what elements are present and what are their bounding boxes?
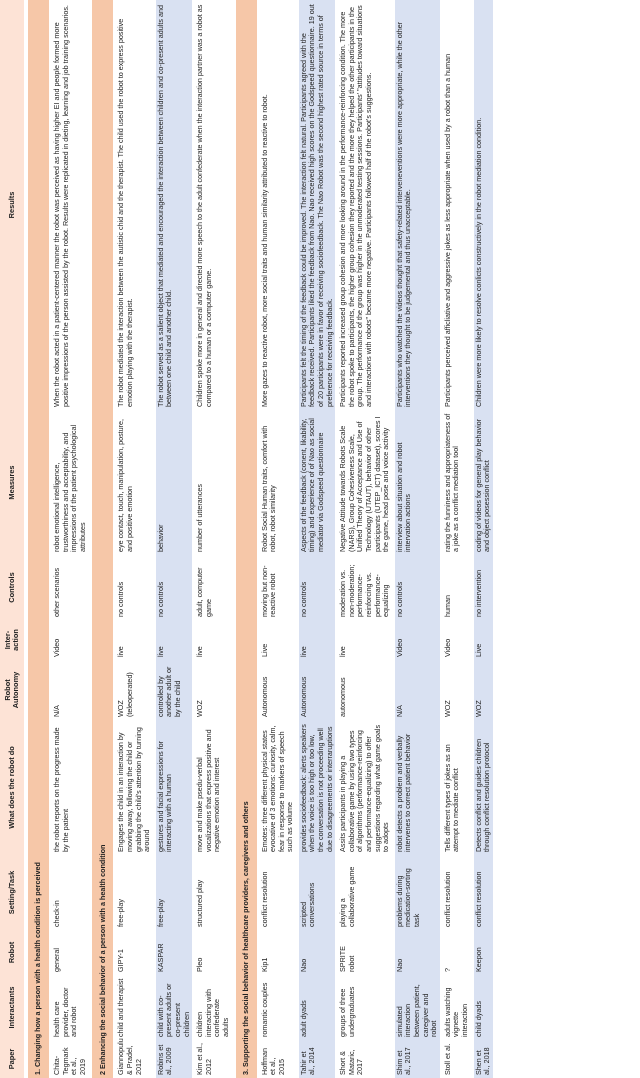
header-paper: Paper <box>0 1040 26 1078</box>
cell-what: gestures and facial expressions for interacting with a human <box>154 720 193 855</box>
cell-measures: Robot Social Human traits, comfort with robot, robot similarity <box>258 410 297 555</box>
cell-controls: no intervention <box>472 555 493 620</box>
header-results: Results <box>0 0 26 410</box>
cell-robot: KASPAR <box>154 930 193 975</box>
section-header-row <box>90 0 115 1078</box>
header-interaction: Inter-action <box>0 620 26 660</box>
cell-interaction: live <box>337 620 394 660</box>
cell-interaction: live <box>297 620 336 660</box>
cell-autonomy: WOZ <box>472 660 493 720</box>
cell-interactants: child with co-present adults or co-present children <box>154 975 193 1040</box>
cell-setting: structured play <box>194 855 234 930</box>
cell-paper: Hoffman et al., 2015 <box>258 1040 297 1078</box>
cell-robot: Pleo <box>194 930 234 975</box>
cell-measures: number of utterances <box>194 410 234 555</box>
cell-setting: free-play <box>115 855 154 930</box>
cell-interaction: live <box>194 620 234 660</box>
cell-results: Participants who watched the videos thought that safety-related interveneventions were more appropriate, while the other interventions they thought to be judgemental and thus unacceptable. <box>393 0 441 410</box>
header-interactants: Interactants <box>0 975 26 1040</box>
cell-robot: SPRITE robot <box>337 930 394 975</box>
cell-results: Children spoke more in general and directed more speech to the adult confederate when the interaction partner was a robot as compared to a human or a computer game. <box>194 0 234 410</box>
cell-measures: rating the funniness and appropriateness of a joke as a conflict mediation tool <box>441 410 472 555</box>
cell-measures: robot emotional intelligence, trustworthiness and acceptability, and impressions of the patient psychological attributes <box>51 410 91 555</box>
header-autonomy: Robot Autonomy <box>0 660 26 720</box>
section-header-row <box>26 0 51 1078</box>
cell-controls: moving but non-reactive robot <box>258 555 297 620</box>
cell-autonomy: Autonomous <box>258 660 297 720</box>
cell-setting: conflict resolution <box>441 855 472 930</box>
cell-autonomy: WOZ <box>194 660 234 720</box>
cell-interactants: simulated interaction between patient, caregiver and robot <box>393 975 441 1040</box>
cell-interactants: child dyads <box>472 975 493 1040</box>
table-row <box>472 0 493 1078</box>
cell-interaction: Live <box>258 620 297 660</box>
cell-autonomy: N/A <box>393 660 441 720</box>
cell-interaction: Video <box>441 620 472 660</box>
table-row <box>51 0 91 1078</box>
cell-paper: Giannopulu & Pradel, 2012 <box>115 1040 154 1078</box>
cell-controls: human <box>441 555 472 620</box>
cell-results: Participants perceived afficliative and aggressive jokes as less appropriate when used by a robot than a human <box>441 0 472 410</box>
cell-autonomy: autonomous <box>337 660 394 720</box>
cell-controls: no controls <box>154 555 193 620</box>
cell-measures: interview about situation and robot intervation actions <box>393 410 441 555</box>
cell-robot: Kip1 <box>258 930 297 975</box>
cell-paper: Tahir et al., 2014 <box>297 1040 336 1078</box>
cell-measures: behavior <box>154 410 193 555</box>
cell-interaction: Live <box>472 620 493 660</box>
cell-results: Participants felt the timing of the feedback could be improved. The interaction felt natural. Participants agreed with the feedback received. Participants liked the feedback from Nao. Nao received high scores on the Godspeed questionnaire. 19 out of 20 participants were in favor of receiving sociofeedback. The Nao Robot was the second highest rated source in terms of preference for receiving feedback. <box>297 0 336 410</box>
cell-setting: problems during medication-sorting task <box>393 855 441 930</box>
section-title: 3. Supporting the social behavior of healthcare providers, caregivers and others <box>234 0 259 1078</box>
cell-setting: check-in <box>51 855 91 930</box>
cell-what: the robot reports on the progress made by the patient <box>51 720 91 855</box>
cell-interactants: groups of three undergraduates <box>337 975 394 1040</box>
table-row <box>115 0 154 1078</box>
cell-measures: Negative Attitude towards Robots Scale (NARS), Group Cohesiveness Scale, Unified Theory of Acceptance and Use of Technology (UTAUT), behavior of other participants (UTEP_ICT) dataset), scores I the game, head pose and voice activity <box>337 410 394 555</box>
cell-measures: Aspects of the feedback (conent, likability, timing) and experience of of Nao as social mediator via Godspeed questionnaire <box>297 410 336 555</box>
cell-interactants: romantic couples <box>258 975 297 1040</box>
cell-what: robot detects a problem and verbally intervenes to correct patient behavior <box>393 720 441 855</box>
cell-paper: Chita-Tegmark et al., 2019 <box>51 1040 91 1078</box>
table-row <box>154 0 193 1078</box>
table-row <box>393 0 441 1078</box>
header-measures: Measures <box>0 410 26 555</box>
cell-controls: adult, computer game <box>194 555 234 620</box>
section-header-row <box>234 0 259 1078</box>
cell-paper: Shim et al., 2017 <box>393 1040 441 1078</box>
header-row <box>0 0 26 1078</box>
cell-results: Children were more likely to resolve conlicts constructively in the robot mediation condition. <box>472 0 493 410</box>
cell-interaction: live <box>154 620 193 660</box>
cell-results: The robot served as a salient object that mediated and encouraged the interaction between children and co-present adults and between one child and another child. <box>154 0 193 410</box>
cell-robot: GIPY-1 <box>115 930 154 975</box>
cell-interactants: adult dyads <box>297 975 336 1040</box>
cell-autonomy: WOZ (teleoperated) <box>115 660 154 720</box>
section-title: 1. Changing how a person with a health condition is perceived <box>26 0 51 1078</box>
cell-results: More gazes to reactive robot, more social traits and human similarity attributed to reactive to robot. <box>258 0 297 410</box>
cell-results: When the robot acted in a patient-centered manner the robot was perceived as having higher EI and people formed more positive impressions of the person assisted by the robot. Results were replicated in dieting, learning and job training scenarios. <box>51 0 91 410</box>
table-row <box>441 0 472 1078</box>
cell-paper: Shen et al., 2018 <box>472 1040 493 1078</box>
cell-robot: Nao <box>297 930 336 975</box>
cell-paper: Kim et al., 2012 <box>194 1040 234 1078</box>
cell-autonomy: controlled by another adult or by the child <box>154 660 193 720</box>
header-robot: Robot <box>0 930 26 975</box>
cell-interactants: children interacting with confederate adults <box>194 975 234 1040</box>
cell-interactants: health care provider, doctor and robot <box>51 975 91 1040</box>
section-title: 2 Enhancing the social behavior of a person with a health condition <box>90 0 115 1078</box>
cell-setting: conflict resolution <box>258 855 297 930</box>
header-setting: Setting/Task <box>0 855 26 930</box>
table-row <box>194 0 234 1078</box>
cell-results: Participants reported increased group cohesion and more looking around in the performance-reinforcing condition. The more the robot spoke to participants, the higher group cohesion they reported and the more they helped the other participants in the group. The performance of the group was higher in the unmoderated testing sessions. Participants' "attitudes toward situations and interactions with robots" became more negative. Participants followed half of the robot's suggestions. <box>337 0 394 410</box>
cell-robot: Keepon <box>472 930 493 975</box>
cell-setting: playing a collaborative game <box>337 855 394 930</box>
cell-autonomy: WOZ <box>441 660 472 720</box>
cell-controls: other scenarios <box>51 555 91 620</box>
cell-robot: Nao <box>393 930 441 975</box>
cell-setting: scripted conversations <box>297 855 336 930</box>
cell-paper: Short & Mataric, 2017 <box>337 1040 394 1078</box>
cell-interactants: child and therapist <box>115 975 154 1040</box>
cell-interaction: Video <box>51 620 91 660</box>
cell-what: Tells different types of jokes as an attempt to mediate conflict <box>441 720 472 855</box>
cell-robot: general <box>51 930 91 975</box>
table-row <box>337 0 394 1078</box>
cell-controls: moderation vs. non-moderation; performance-reinforcing vs. performance-equalizing <box>337 555 394 620</box>
cell-setting: free-play <box>154 855 193 930</box>
cell-interaction: Video <box>393 620 441 660</box>
cell-what: Engages the child in an interaction by moving away, following the child or grabbing the child's attention by turning around <box>115 720 154 855</box>
cell-what: Emotes: three different physical states evocative of 3 emotions: curiosity, calm, fear in response to markers of speech such as volume <box>258 720 297 855</box>
cell-interaction: live <box>115 620 154 660</box>
cell-autonomy: N/A <box>51 660 91 720</box>
header-controls: Controls <box>0 555 26 620</box>
cell-measures: eye contact, touch, manipulation, posture, and positive emotion <box>115 410 154 555</box>
cell-what: Detects conflict and guides children through conflict resolution protocol <box>472 720 493 855</box>
cell-setting: conflict resolution <box>472 855 493 930</box>
cell-autonomy: Autonomous <box>297 660 336 720</box>
header-what: What does the robot do <box>0 720 26 855</box>
cell-paper: Robins et al., 2009 <box>154 1040 193 1078</box>
table-row <box>258 0 297 1078</box>
cell-controls: no controls <box>393 555 441 620</box>
cell-paper: Stoll et al. <box>441 1040 472 1078</box>
cell-measures: coding of videos for general play behavior and object posession conflict <box>472 410 493 555</box>
cell-robot: ? <box>441 930 472 975</box>
table-row <box>297 0 336 1078</box>
cell-controls: no controls <box>297 555 336 620</box>
cell-controls: no controls <box>115 555 154 620</box>
cell-interactants: adults watching vignette interaction <box>441 975 472 1040</box>
cell-results: The robot mediated the interaction between the autistic chid and the therapist. The child used the robot to express positive emotion playing with the therapist. <box>115 0 154 410</box>
cell-what: Assits participants in playing a collaborative game by using two types of algorithms (performance-reinforcing and performance-equalizing) to offer suggestions regarding what game goals to adopts <box>337 720 394 855</box>
cell-what: move and make psedu-verbal vocalizations that express positive and negative emotion and interest <box>194 720 234 855</box>
cell-what: provides sociofeedback: alerts speakers when the voice is too high or too low, the conversation is not proceeding well due to disagreements or interraruptions <box>297 720 336 855</box>
